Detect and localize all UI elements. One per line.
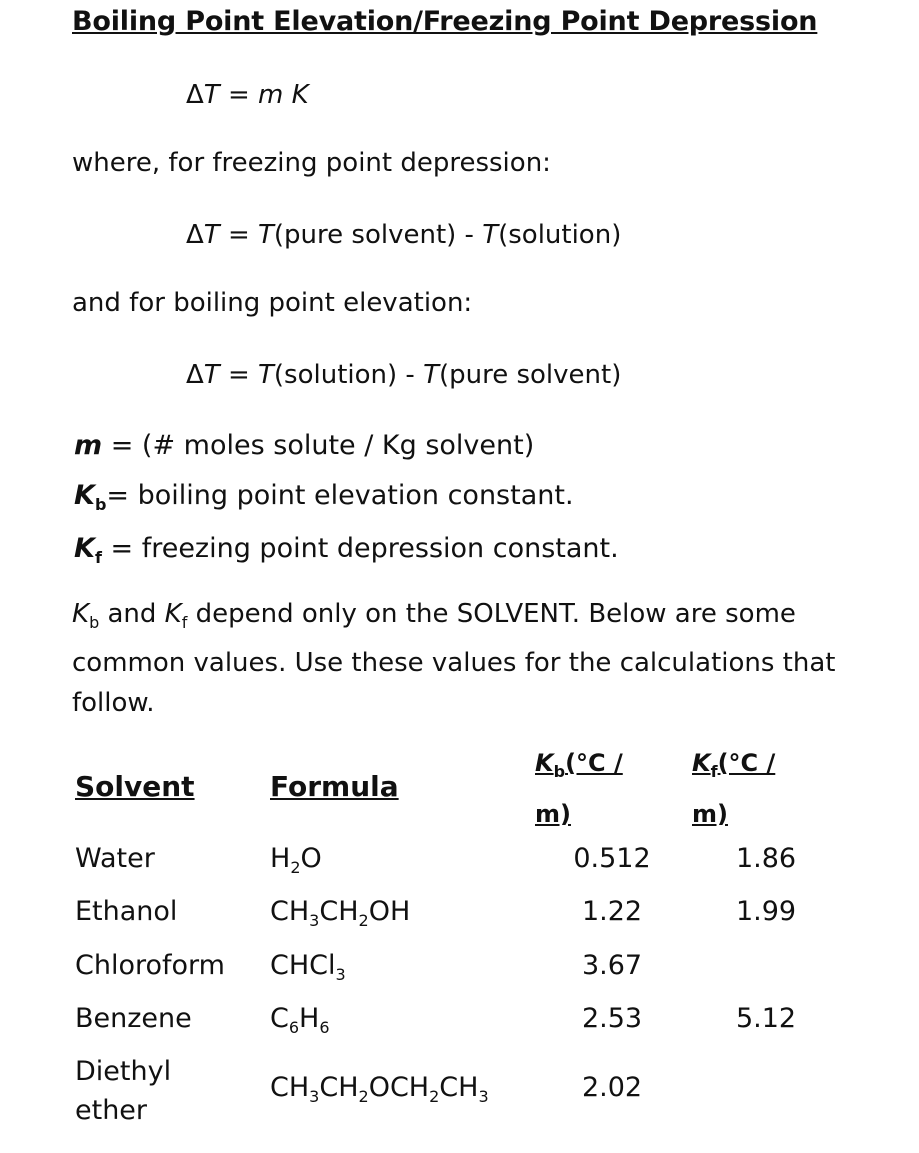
equals: = xyxy=(219,360,259,390)
variable-t: T xyxy=(203,360,220,390)
freezing-equation xyxy=(186,220,621,250)
subscript: f xyxy=(710,762,718,781)
subscript: b xyxy=(89,613,100,632)
cell-kb: 2.53 xyxy=(581,1003,643,1034)
symbol: K xyxy=(72,599,90,629)
equals: = xyxy=(219,220,259,250)
definition-m xyxy=(74,430,534,461)
header-solvent: Solvent xyxy=(75,770,195,803)
solvent-note xyxy=(72,594,852,723)
subscript: b xyxy=(553,762,566,781)
cell-solvent: Diethyl ether xyxy=(75,1056,172,1126)
header-formula: Formula xyxy=(270,770,399,803)
subscript: b xyxy=(94,495,107,514)
cell-kf: 1.86 xyxy=(735,843,797,874)
boiling-intro: and for boiling point elevation: xyxy=(72,288,473,318)
cell-kb: 3.67 xyxy=(581,950,643,981)
cell-formula: CHCl$_3$ xyxy=(270,950,346,984)
equals: = xyxy=(219,80,259,110)
unit: (°C / m) xyxy=(535,749,623,828)
variable-t: T xyxy=(203,220,220,250)
cell-solvent: Chloroform xyxy=(75,950,225,981)
symbol: K xyxy=(164,599,182,629)
cell-solvent: Ethanol xyxy=(75,896,178,927)
subscript: f xyxy=(94,548,102,567)
unit: (°C / m) xyxy=(692,749,776,828)
note-text: and xyxy=(99,599,165,629)
delta-symbol: Δ xyxy=(186,220,204,250)
cell-kf: 1.99 xyxy=(735,896,797,927)
variable-k: K xyxy=(283,80,309,110)
variable-t: T xyxy=(203,80,220,110)
delta-symbol: Δ xyxy=(186,360,204,390)
cell-kf: 5.12 xyxy=(735,1003,797,1034)
delta-symbol: Δ xyxy=(186,80,204,110)
boiling-equation xyxy=(186,360,621,390)
symbol: K xyxy=(535,749,554,777)
variable-t: T xyxy=(258,360,274,390)
eq-text: (pure solvent) xyxy=(438,360,622,390)
note-text: depend only on the SOLVENT. Below are some common values. Use these values for the calculations that follow. xyxy=(72,599,836,718)
cell-formula: $C_6H_6$ xyxy=(270,1003,330,1037)
eq-text: (pure solvent) - xyxy=(273,220,483,250)
subscript: f xyxy=(181,613,188,632)
symbol: K xyxy=(692,749,711,777)
symbol: K xyxy=(74,480,95,511)
cell-solvent: Benzene xyxy=(75,1003,192,1034)
definition-kb xyxy=(74,480,574,514)
cell-kb: 2.02 xyxy=(581,1072,643,1103)
cell-formula: $CH_3CH_2OH$ xyxy=(270,896,411,930)
freezing-intro: where, for freezing point depression: xyxy=(72,148,551,178)
variable-t: T xyxy=(482,220,499,250)
definition-text: = boiling point elevation constant. xyxy=(106,480,574,511)
cell-kb: 0.512 xyxy=(573,843,651,874)
cell-formula: $H_2O$ xyxy=(270,843,322,877)
eq-text: (solution) xyxy=(498,220,622,250)
definition-kf xyxy=(74,533,619,567)
symbol: m xyxy=(74,430,103,461)
variable-m: m xyxy=(258,80,284,110)
definition-text: = (# moles solute / Kg solvent) xyxy=(102,430,535,461)
cell-formula: $CH_3CH_2OCH_2CH_3$ xyxy=(270,1072,489,1106)
page-title: Boiling Point Elevation/Freezing Point Depression xyxy=(72,6,818,37)
variable-t: T xyxy=(423,360,439,390)
eq-text: (solution) - xyxy=(273,360,424,390)
cell-kb: 1.22 xyxy=(581,896,643,927)
cell-solvent: Water xyxy=(75,843,155,874)
main-equation xyxy=(186,80,309,110)
header-kb xyxy=(535,742,655,835)
variable-t: T xyxy=(258,220,274,250)
symbol: K xyxy=(74,533,95,564)
header-kf xyxy=(692,742,812,835)
definition-text: = freezing point depression constant. xyxy=(101,533,619,564)
